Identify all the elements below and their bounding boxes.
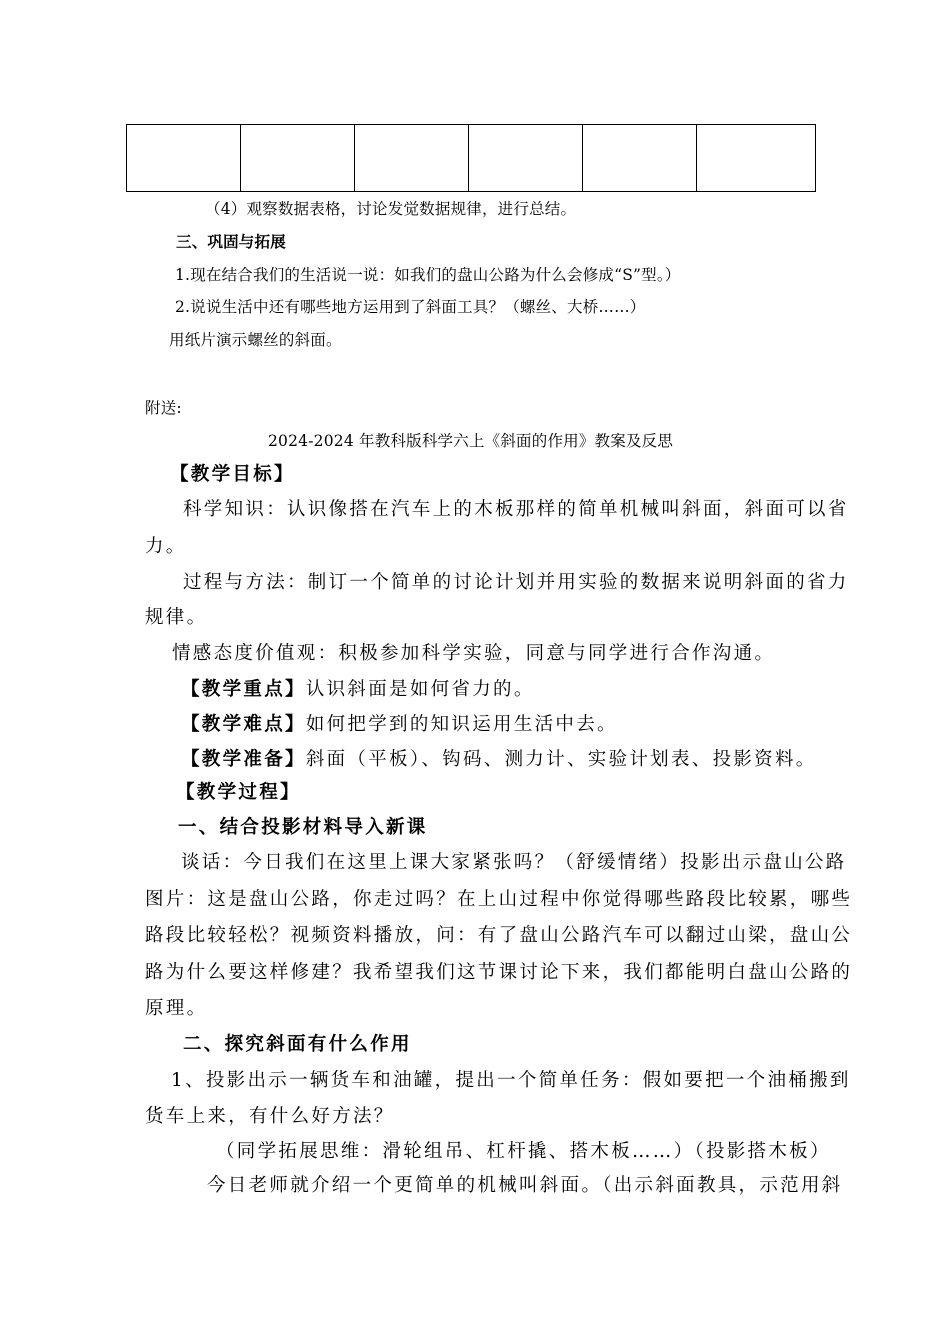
task-line-1: 1、投影出示一辆货车和油罐，提出一个简单任务：假如要把一个油桶搬到 [171,1070,851,1091]
goals-heading: 【教学目标】 [170,464,295,485]
talk-line-3: 路段比较轻松？视频资料播放，问：有了盘山公路汽车可以翻过山梁，盘山公 [145,925,853,946]
table-cell [697,125,816,192]
data-table [126,124,816,192]
talk-line-1: 谈话：今日我们在这里上课大家紧张吗？（舒缓情绪）投影出示盘山公路 [181,852,847,873]
difficulty-text: 如何把学到的知识运用生活中去。 [305,714,618,735]
knowledge-line-2: 力。 [145,536,187,557]
preparation-text: 斜面（平板）、钩码、测力计、实验计划表、投影资料。 [305,749,817,770]
difficulty [181,710,618,736]
task-line-2: 货车上来，有什么好方法？ [145,1106,395,1127]
step-4-text: （4）观察数据表格，讨论发觉数据规律，进行总结。 [205,200,577,218]
method-line-1: 过程与方法：制订一个简单的讨论计划并用实验的数据来说明斜面的省力 [183,572,849,593]
key-point [181,675,535,701]
preparation-label: 【教学准备】 [181,749,306,770]
appendix-label: 附送: [145,399,182,417]
heading-consolidate: 三、巩固与拓展 [176,232,286,251]
method-line-2: 规律。 [145,607,208,628]
key-point-text: 认识斜面是如何省力的。 [305,679,535,700]
table-cell [241,125,355,192]
extension-item-1: 1.现在结合我们的生活说一说：如我们的盘山公路为什么会修成“S”型。） [175,266,681,284]
talk-line-2: 图片：这是盘山公路，你走过吗？在上山过程中你觉得哪些路段比较累，哪些 [145,889,853,910]
section-1-heading: 一、结合投影材料导入新课 [178,817,428,838]
talk-line-5: 原理。 [145,998,208,1019]
process-heading: 【教学过程】 [176,782,301,803]
extension-item-2: 2.说说生活中还有哪些地方运用到了斜面工具？（螺丝、大桥……） [175,298,646,316]
table-cell [127,125,241,192]
table-cell [583,125,697,192]
table-cell [355,125,469,192]
brainstorm-text: （同学拓展思维：滑轮组吊、杠杆撬、搭木板……）（投影搭木板） [216,1141,831,1162]
preparation [181,745,817,771]
intro-text: 今日老师就介绍一个更简单的机械叫斜面。（出示斜面教具，示范用斜 [207,1175,843,1196]
knowledge-line-1: 科学知识：认识像搭在汽车上的木板那样的简单机械叫斜面，斜面可以省 [183,499,849,520]
document-title: 2024-2024 年教科版科学六上《斜面的作用》教案及反思 [268,432,674,450]
section-2-heading: 二、探究斜面有什么作用 [183,1034,412,1055]
table-row [127,125,816,192]
key-point-label: 【教学重点】 [181,679,306,700]
extension-item-3: 用纸片演示螺丝的斜面。 [169,331,342,349]
talk-line-4: 路为什么要这样修建？我希望我们这节课讨论下来，我们都能明白盘山公路的 [145,962,853,983]
attitude-text: 情感态度价值观：积极参加科学实验，同意与同学进行合作沟通。 [172,643,776,664]
difficulty-label: 【教学难点】 [181,714,306,735]
table-cell [469,125,583,192]
